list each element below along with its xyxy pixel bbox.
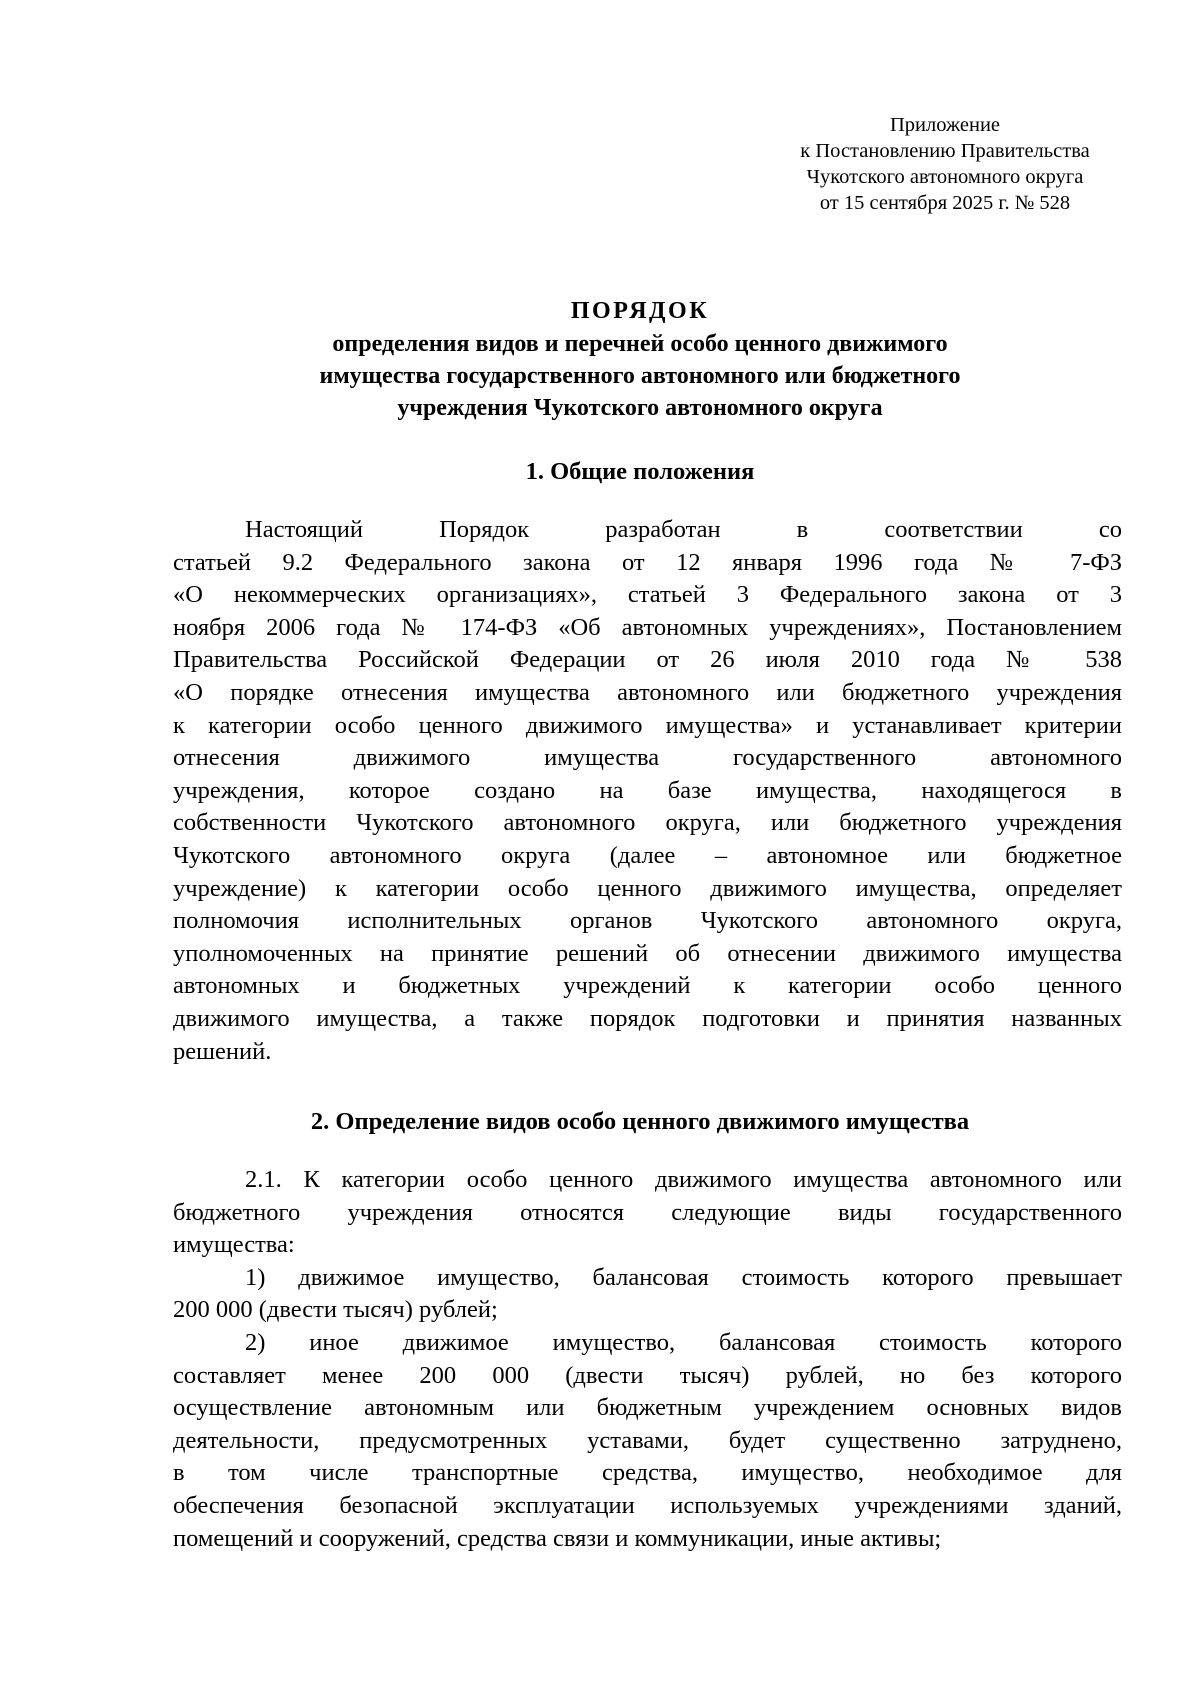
text-line: помещений и сооружений, средства связи и коммуникации, иные активы; <box>173 1524 942 1552</box>
appendix-line: к Постановлению Правительства <box>800 140 1090 162</box>
text-line: «О некоммерческих организациях», статьей 3 Федерального закона от 3 <box>173 581 1122 609</box>
text-line: отнесения движимого имущества государственного автономного <box>173 744 1122 772</box>
text-line: Настоящий Порядок разработан в соответствии со <box>245 516 1122 543</box>
document-title <box>160 294 1120 424</box>
section-1-paragraph <box>173 514 1122 1068</box>
text-line: уполномоченных на принятие решений об отнесении движимого имущества <box>173 939 1122 967</box>
text-line: 2) иное движимое имущество, балансовая стоимость которого <box>245 1328 1122 1356</box>
appendix-line: Чукотского автономного округа <box>806 166 1084 188</box>
subtitle-line: учреждения Чукотского автономного округа <box>397 395 883 421</box>
paragraph-2-1 <box>173 1164 1122 1262</box>
text-line: учреждения, которое создано на базе имущества, находящегося в <box>173 776 1122 804</box>
text-line: собственности Чукотского автономного округа, или бюджетного учреждения <box>173 809 1122 837</box>
text-line: в том числе транспортные средства, имущество, необходимое для <box>173 1459 1122 1487</box>
subtitle-line: имущества государственного автономного или бюджетного <box>319 363 961 389</box>
section-2-heading: 2. Определение видов особо ценного движимого имущества <box>310 1108 970 1135</box>
appendix-note <box>765 112 1125 216</box>
text-line: составляет менее 200 000 (двести тысяч) рублей, но без которого <box>173 1361 1122 1389</box>
text-line: автономных и бюджетных учреждений к категории особо ценного <box>173 972 1122 1000</box>
section-1-heading: 1. Общие положения <box>525 458 755 485</box>
text-line: учреждение) к категории особо ценного движимого имущества, определяет <box>173 874 1122 902</box>
text-line: движимого имущества, а также порядок подготовки и принятия названных <box>173 1004 1122 1032</box>
list-item-2 <box>173 1327 1122 1555</box>
text-line: ноября 2006 года № 174-ФЗ «Об автономных учреждениях», Постановлением <box>173 613 1122 641</box>
appendix-line: Приложение <box>889 114 1001 136</box>
section-2-body <box>173 1164 1122 1555</box>
text-line: обеспечения безопасной эксплуатации используемых учреждениями зданий, <box>173 1491 1122 1519</box>
text-line: Правительства Российской Федерации от 26 июля 2010 года № 538 <box>173 646 1122 674</box>
text-line: 2.1. К категории особо ценного движимого имущества автономного или <box>245 1166 1122 1193</box>
text-line: статьей 9.2 Федерального закона от 12 января 1996 года № 7-ФЗ <box>173 548 1122 576</box>
text-line: решений. <box>173 1037 272 1065</box>
text-line: осуществление автономным или бюджетным учреждением основных видов <box>173 1394 1122 1422</box>
text-line: 200 000 (двести тысяч) рублей; <box>173 1296 498 1324</box>
text-line: полномочия исполнительных органов Чукотского автономного округа, <box>173 907 1122 935</box>
text-line: Чукотского автономного округа (далее – автономное или бюджетное <box>173 841 1122 869</box>
subtitle-line: определения видов и перечней особо ценного движимого <box>332 331 948 357</box>
appendix-line: от 15 сентября 2025 г. № 528 <box>819 192 1071 214</box>
text-line: бюджетного учреждения относятся следующие виды государственного <box>173 1198 1122 1226</box>
text-line: имущества: <box>173 1231 295 1259</box>
text-line: «О порядке отнесения имущества автономного или бюджетного учреждения <box>173 678 1122 706</box>
list-item-1 <box>173 1262 1122 1327</box>
text-line: 1) движимое имущество, балансовая стоимость которого превышает <box>245 1263 1122 1291</box>
text-line: деятельности, предусмотренных уставами, будет существенно затруднено, <box>173 1426 1122 1454</box>
text-line: к категории особо ценного движимого имущества» и устанавливает критерии <box>173 711 1122 739</box>
title-subtitle <box>160 328 1120 424</box>
title-main: ПОРЯДОК <box>570 298 710 324</box>
